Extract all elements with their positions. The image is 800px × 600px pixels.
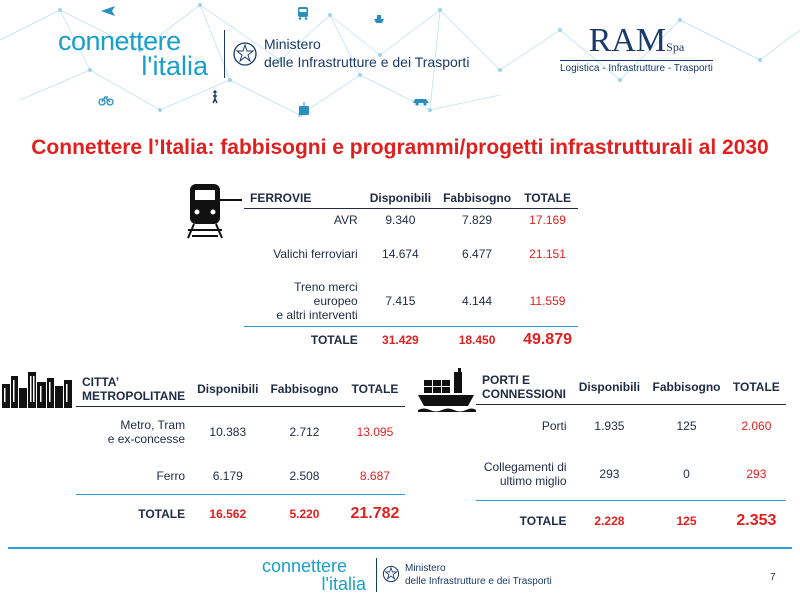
emblem-icon — [232, 40, 258, 68]
airplane-icon — [100, 4, 116, 18]
grand-total: 21.782 — [350, 505, 400, 523]
ship-icon — [373, 12, 385, 24]
ram-tagline: Logistica - Infrastrutture - Trasporti — [560, 60, 713, 74]
cell-fabb: 125 — [676, 419, 697, 434]
row-label-line2: e ex-concesse — [107, 432, 186, 447]
cell-tot: 17.169 — [529, 213, 566, 228]
city-skyline-icon — [0, 368, 74, 408]
total-disp: 31.429 — [382, 333, 419, 348]
total-label: TOTALE — [310, 333, 358, 348]
section-line2: CONNESSIONI — [482, 386, 567, 401]
page-title: Connettere l’Italia: fabbisogni e programmi/progetti infrastrutturali al 2030 — [31, 136, 769, 159]
footer-logo-line1: connettere — [262, 556, 348, 576]
cell-tot: 13.095 — [356, 425, 394, 440]
section-line1: PORTI E — [482, 372, 531, 387]
section-line2: METROPOLITANE — [82, 388, 186, 403]
cell-tot: 11.559 — [529, 293, 566, 308]
logo-separator — [224, 30, 225, 78]
col-totale: TOTALE — [524, 190, 571, 205]
total-row — [244, 326, 578, 354]
cell-tot: 21.151 — [529, 247, 566, 261]
cell-tot: 293 — [746, 466, 767, 481]
cell-disp: 7.415 — [385, 293, 416, 308]
table-row — [476, 404, 786, 448]
row-label-line2: e altri interventi — [276, 307, 358, 322]
ram-name: RAM — [588, 22, 667, 59]
cell-disp: 6.179 — [212, 468, 243, 483]
cell-tot: 8.687 — [359, 468, 390, 483]
total-disp: 2.228 — [594, 514, 625, 529]
footer-ministry-line1: Ministero — [405, 563, 446, 574]
row-label — [76, 406, 191, 458]
cell-fabb: 7.829 — [462, 213, 493, 228]
total-fabb: 125 — [676, 514, 697, 529]
section-line1: CITTA’ — [82, 374, 120, 389]
footer-emblem-icon — [382, 564, 400, 584]
col-disponibili: Disponibili — [197, 381, 259, 396]
col-fabbisogno: Fabbisogno — [270, 381, 339, 396]
footer-logo-line2: l'italia — [321, 574, 366, 594]
cell-disp: 293 — [599, 466, 620, 481]
table-row — [76, 458, 405, 494]
table-row — [76, 406, 405, 458]
col-fabbisogno: Fabbisogno — [443, 190, 512, 205]
total-row — [476, 500, 786, 542]
total-label: TOTALE — [138, 507, 186, 522]
total-fabb: 18.450 — [458, 333, 496, 348]
cable-car-icon — [298, 102, 310, 116]
row-label-line1: Collegamenti di — [483, 459, 567, 474]
ministry-name — [264, 35, 469, 71]
row-label-line1: Metro, Tram — [120, 418, 186, 433]
cell-disp: 1.935 — [594, 419, 625, 434]
grand-total: 49.879 — [523, 331, 572, 349]
table-row — [244, 276, 578, 326]
col-totale: TOTALE — [351, 381, 399, 396]
cell-disp: 14.674 — [382, 247, 419, 261]
footer-logo-separator — [376, 558, 377, 592]
ferrovie-section-title: FERROVIE — [250, 190, 312, 205]
ram-logo — [560, 24, 713, 74]
ferrovie-table — [244, 188, 578, 354]
row-label: Ferro — [156, 468, 186, 483]
ministry-line1: Ministero — [264, 36, 321, 52]
col-disponibili: Disponibili — [369, 190, 432, 205]
porti-section-title — [476, 370, 573, 404]
footer-ministry-name — [405, 562, 552, 588]
row-label-line1: Treno merci europeo — [294, 279, 358, 308]
cell-fabb: 6.477 — [462, 247, 493, 261]
cell-tot: 2.060 — [741, 419, 772, 434]
grand-total: 2.353 — [736, 512, 777, 530]
total-fabb: 5.220 — [289, 507, 320, 522]
car-icon — [412, 96, 430, 106]
bicycle-icon — [98, 94, 114, 106]
connettere-italia-logo — [58, 28, 218, 80]
row-label — [476, 448, 573, 500]
total-label: TOTALE — [519, 514, 567, 529]
cell-disp: 9.340 — [385, 213, 416, 228]
citta-metropolitane-table — [76, 372, 405, 534]
row-label — [244, 276, 364, 326]
col-fabbisogno: Fabbisogno — [652, 379, 721, 394]
pedestrian-icon — [210, 90, 220, 104]
citta-section-title — [76, 372, 191, 406]
cell-fabb: 0 — [683, 466, 690, 481]
cell-fabb: 2.712 — [289, 425, 320, 440]
row-label-line2: ultimo miglio — [499, 473, 567, 488]
row-label: AVR — [333, 213, 358, 228]
table-row — [244, 208, 578, 232]
porti-connessioni-table — [476, 370, 786, 542]
cell-fabb: 4.144 — [462, 293, 493, 308]
footer-divider — [8, 547, 792, 549]
col-disponibili: Disponibili — [578, 379, 641, 394]
table-row — [476, 448, 786, 500]
footer-ministry-line2: delle Infrastrutture e dei Trasporti — [405, 576, 552, 587]
logo-line1: connettere — [58, 26, 181, 56]
cell-fabb: 2.508 — [289, 468, 320, 483]
footer-connettere-italia-logo — [262, 557, 372, 593]
row-label: Porti — [541, 419, 567, 434]
row-label: Valichi ferroviari — [273, 247, 358, 261]
table-row — [244, 232, 578, 276]
logo-line2: l'italia — [141, 51, 208, 81]
cell-disp: 10.383 — [209, 425, 247, 440]
col-totale: TOTALE — [732, 379, 780, 394]
cargo-ship-icon — [416, 366, 476, 414]
page-number: 7 — [770, 572, 776, 583]
ministry-line2: delle Infrastrutture e dei Trasporti — [264, 54, 470, 70]
total-disp: 16.562 — [209, 507, 247, 522]
ram-suffix: Spa — [666, 40, 685, 54]
bus-icon — [297, 6, 309, 20]
train-icon — [184, 180, 242, 240]
total-row — [76, 494, 405, 534]
